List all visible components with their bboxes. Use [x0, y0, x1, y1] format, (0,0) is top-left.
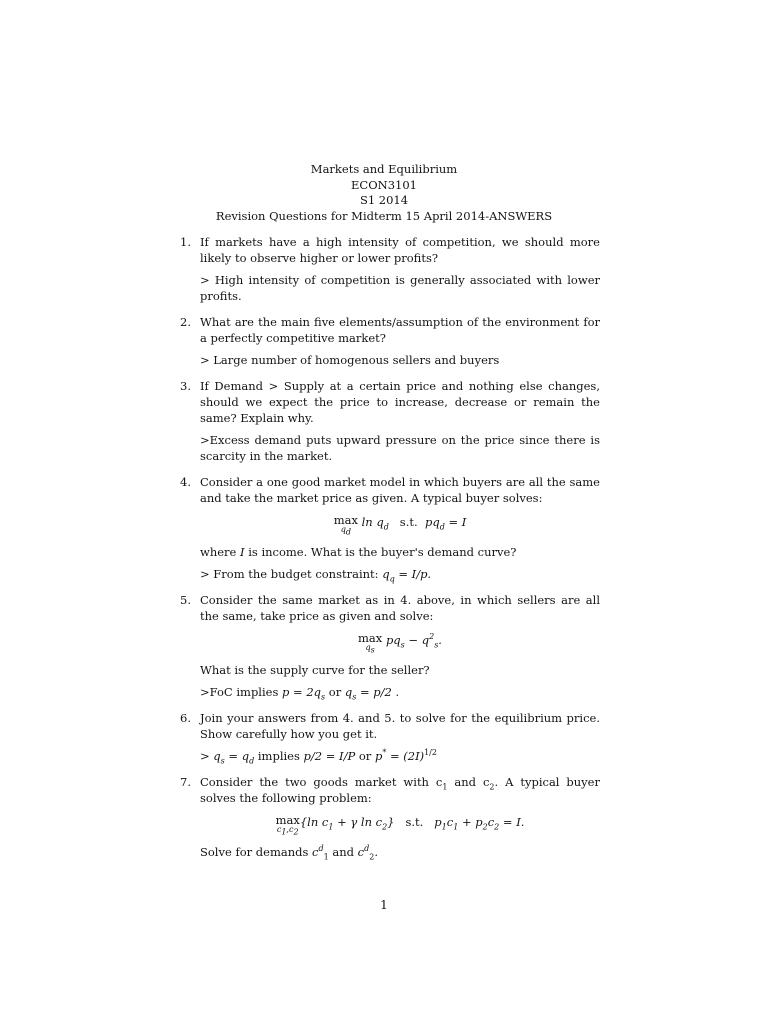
- answer-text: >FoC implies $p = 2q_s$ or $q_s = p/2$ .: [200, 685, 400, 702]
- question-7: [180, 774, 600, 860]
- question-text: If markets have a high intensity of competition, we should more likely to observe higher or lower profits?: [200, 235, 600, 265]
- document-title: Markets and Equilibrium: [310, 162, 458, 176]
- question-3: [180, 378, 600, 464]
- question-followup: where I is income. What is the buyer's demand curve?: [200, 545, 517, 559]
- question-1: [180, 234, 600, 304]
- equation: max $c_1,c_2$ {ln $c_1 + \gamma$ $\ln c_2$} s.t. $p_1c_1 + p_2c_2 = I$.: [275, 813, 525, 837]
- question-2: [180, 314, 600, 368]
- question-number: 6.: [180, 711, 191, 725]
- question-text: Join your answers from 4. and 5. to solve for the equilibrium price. Show carefully how you get it.: [200, 711, 600, 741]
- question-number: 4.: [180, 475, 191, 489]
- answer-text: > From the budget constraint: $q_q = I/p$.: [200, 567, 432, 584]
- answer-text: >Excess demand puts upward pressure on the price since there is scarcity in the market.: [200, 433, 600, 463]
- question-text: Consider a one good market model in which buyers are all the same and take the market price as given. A typical buyer solves:: [200, 475, 600, 505]
- answer-text: > Large number of homogenous sellers and buyers: [200, 353, 500, 367]
- question-number: 7.: [180, 775, 191, 789]
- page-number: 1: [380, 898, 388, 912]
- question-list: [180, 234, 600, 870]
- question-number: 1.: [180, 235, 191, 249]
- equation: max $q_s$ $pq_s - q^2_s$.: [358, 631, 442, 655]
- question-text: Consider the two goods market with $c_1$ and $c_2$. A typical buyer solves the following problem:: [200, 775, 600, 805]
- question-number: 2.: [180, 315, 191, 329]
- question-number: 5.: [180, 593, 191, 607]
- answer-text: > $q_s = q_d$ implies p/2 = I/P or $p^* = (2I)^{1/2}$: [200, 748, 437, 766]
- answer-text: > High intensity of competition is generally associated with lower profits.: [200, 273, 600, 303]
- document-subtitle: Revision Questions for Midterm 15 April 2014-ANSWERS: [215, 208, 553, 223]
- question-number: 3.: [180, 379, 191, 393]
- term: S1 2014: [359, 193, 409, 207]
- question-5: [180, 592, 600, 700]
- course-code: ECON3101: [351, 177, 417, 192]
- question-text: If Demand > Supply at a certain price and nothing else changes, should we expect the price to increase, decrease or remain the same? Explain why.: [200, 379, 600, 425]
- document-header: [0, 162, 768, 224]
- question-text: Consider the same market as in 4. above, in which sellers are all the same, take price as given and solve:: [200, 593, 600, 623]
- question-6: [180, 710, 600, 764]
- question-text: What are the main five elements/assumption of the environment for a perfectly competitive market?: [200, 315, 600, 345]
- question-4: [180, 474, 600, 582]
- question-followup: What is the supply curve for the seller?: [200, 663, 430, 677]
- question-followup: Solve for demands $c^d_1$ and $c^d_2$.: [200, 844, 378, 862]
- equation: max $q_d$ $\ln q_d$ s.t. $pq_d = I$: [333, 513, 467, 537]
